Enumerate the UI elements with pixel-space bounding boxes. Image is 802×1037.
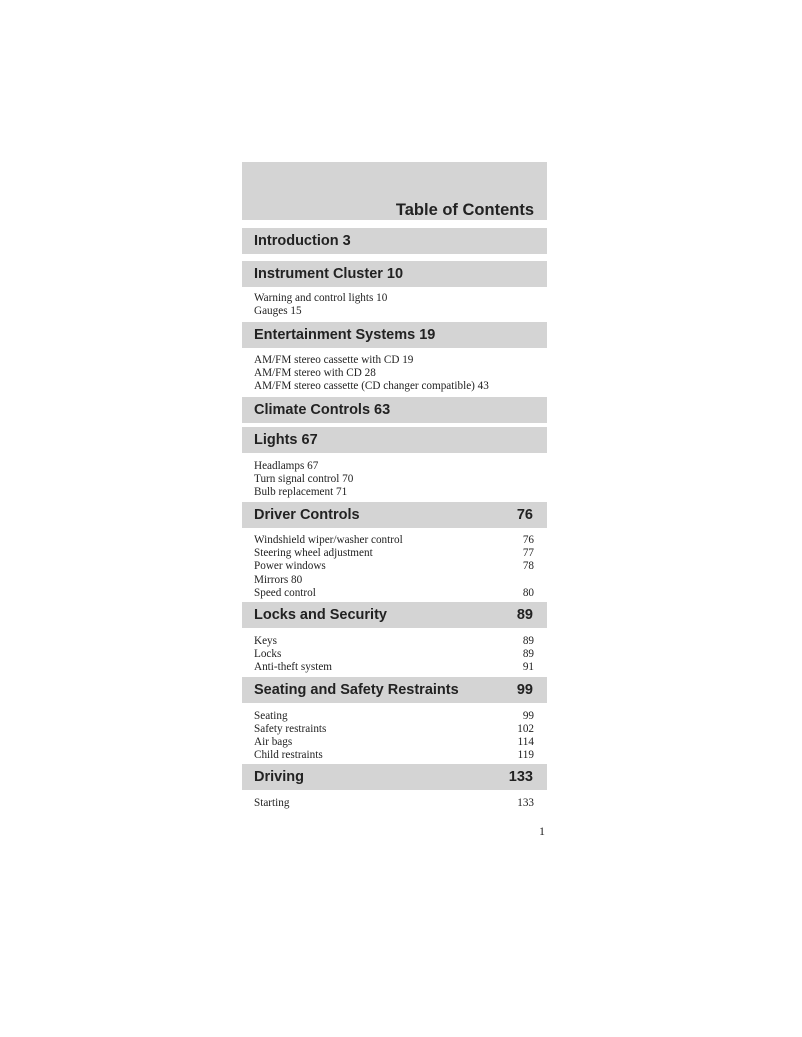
- section-heading[interactable]: [242, 602, 547, 628]
- section-title: Instrument Cluster 10: [254, 266, 404, 282]
- entry-page: 91: [522, 661, 534, 673]
- section-heading[interactable]: [242, 261, 547, 287]
- entry-page: 114: [517, 736, 534, 748]
- entry-page: 80: [522, 587, 534, 599]
- toc-entry[interactable]: [254, 648, 534, 661]
- section-title: Entertainment Systems 19: [254, 327, 436, 343]
- entry-title: Seating: [254, 710, 288, 722]
- entry-title: AM/FM stereo cassette with CD 19: [254, 354, 414, 366]
- section-title: Climate Controls 63: [254, 402, 391, 418]
- entry-title: Steering wheel adjustment: [254, 547, 373, 559]
- entry-page: 76: [522, 534, 534, 546]
- entry-title: Gauges 15: [254, 305, 302, 317]
- toc-entry[interactable]: [254, 710, 534, 723]
- section-title: Driving: [254, 769, 304, 785]
- entry-title: Mirrors 80: [254, 574, 303, 586]
- section-title: Lights 67: [254, 432, 318, 448]
- entry-page: 99: [522, 710, 534, 722]
- toc-entry[interactable]: [254, 723, 534, 736]
- toc-entry[interactable]: [254, 292, 534, 305]
- entry-page: 133: [517, 797, 534, 809]
- toc-entry[interactable]: [254, 560, 534, 573]
- entry-title: Anti-theft system: [254, 661, 332, 673]
- section-heading[interactable]: [242, 764, 547, 790]
- toc-entry[interactable]: [254, 380, 534, 393]
- section-page: 133: [508, 769, 533, 785]
- entry-title: Bulb replacement 71: [254, 486, 348, 498]
- toc-entry[interactable]: [254, 547, 534, 560]
- toc-entry[interactable]: [254, 305, 534, 318]
- toc-entry[interactable]: [254, 574, 534, 587]
- page-title: Table of Contents: [395, 201, 534, 219]
- toc-entry[interactable]: [254, 635, 534, 648]
- entry-title: Power windows: [254, 560, 326, 572]
- section-heading[interactable]: [242, 677, 547, 703]
- toc-entry[interactable]: [254, 534, 534, 547]
- toc-entry[interactable]: [254, 661, 534, 674]
- section-heading[interactable]: [242, 397, 547, 423]
- entry-title: Keys: [254, 635, 277, 647]
- entry-title: AM/FM stereo with CD 28: [254, 367, 376, 379]
- toc-entry[interactable]: [254, 749, 534, 762]
- section-heading[interactable]: [242, 427, 547, 453]
- entry-title: Speed control: [254, 587, 316, 599]
- toc-entry[interactable]: [254, 736, 534, 749]
- section-heading[interactable]: [242, 228, 547, 254]
- page-number: 1: [539, 824, 545, 838]
- entry-title: Air bags: [254, 736, 293, 748]
- entry-title: Starting: [254, 797, 290, 809]
- toc-entry[interactable]: [254, 354, 534, 367]
- section-title: Seating and Safety Restraints: [254, 682, 459, 698]
- entry-title: Safety restraints: [254, 723, 327, 735]
- toc-entry[interactable]: [254, 797, 534, 810]
- entry-title: Turn signal control 70: [254, 473, 354, 485]
- entry-title: AM/FM stereo cassette (CD changer compatible) 43: [254, 380, 489, 392]
- entry-title: Headlamps 67: [254, 460, 319, 472]
- entry-page: 119: [517, 749, 534, 761]
- section-page: 76: [516, 507, 533, 523]
- section-page: 99: [516, 682, 533, 698]
- toc-entry[interactable]: [254, 486, 534, 499]
- entry-title: Locks: [254, 648, 282, 660]
- section-title: Introduction 3: [254, 233, 351, 249]
- entry-page: 89: [522, 635, 534, 647]
- section-title: Locks and Security: [254, 607, 387, 623]
- toc-entry[interactable]: [254, 473, 534, 486]
- entry-title: Child restraints: [254, 749, 323, 761]
- entry-title: Warning and control lights 10: [254, 292, 388, 304]
- section-heading[interactable]: [242, 322, 547, 348]
- toc-entry[interactable]: [254, 367, 534, 380]
- section-title: Driver Controls: [254, 507, 360, 523]
- entry-page: 77: [522, 547, 534, 559]
- entry-page: 102: [517, 723, 534, 735]
- toc-entry[interactable]: [254, 460, 534, 473]
- section-heading[interactable]: [242, 502, 547, 528]
- toc-entry[interactable]: [254, 587, 534, 600]
- entry-title: Windshield wiper/washer control: [254, 534, 403, 546]
- entry-page: 89: [522, 648, 534, 660]
- title-band: [242, 162, 547, 220]
- entry-page: 78: [522, 560, 534, 572]
- section-page: 89: [516, 607, 533, 623]
